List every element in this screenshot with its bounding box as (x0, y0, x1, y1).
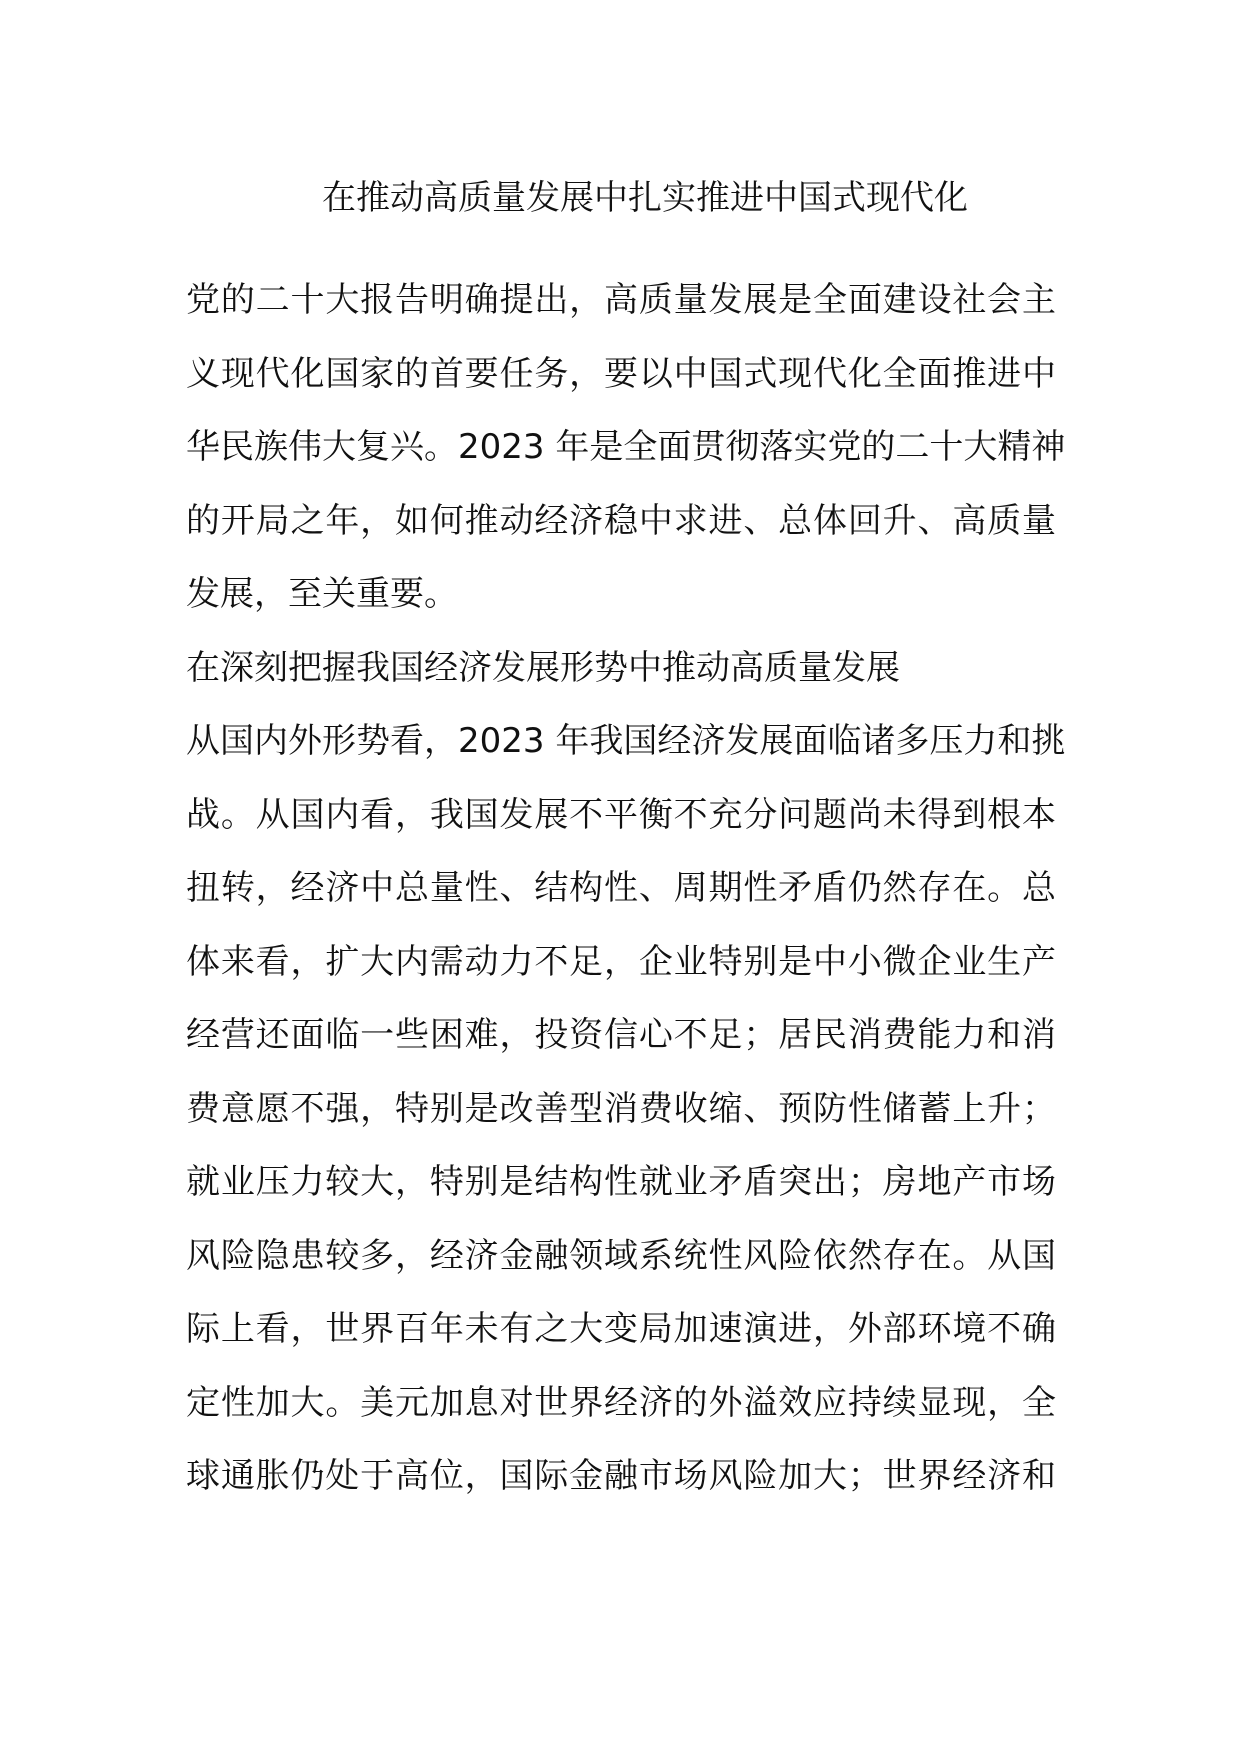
text-line: 在深刻把握我国经济发展形势中推动高质量发展 (186, 647, 900, 688)
text-line: 义现代化国家的首要任务，要以中国式现代化全面推进中 (186, 353, 1056, 394)
text-line: 华民族伟大复兴。2023 年是全面贯彻落实党的二十大精神 (186, 427, 1066, 467)
text-line: 就业压力较大，特别是结构性就业矛盾突出；房地产市场 (186, 1162, 1056, 1202)
text-line: 体来看，扩大内需动力不足，企业特别是中小微企业生产 (186, 941, 1056, 982)
text-line: 发展，至关重要。 (186, 574, 458, 614)
text-line: 党的二十大报告明确提出，高质量发展是全面建设社会主 (186, 280, 1056, 320)
document-title: 在推动高质量发展中扎实推进中国式现代化 (322, 178, 968, 218)
text-line: 球通胀仍处于高位，国际金融市场风险加大；世界经济和 (186, 1456, 1056, 1496)
text-line: 战。从国内看，我国发展不平衡不充分问题尚未得到根本 (186, 794, 1056, 835)
text-line: 的开局之年，如何推动经济稳中求进、总体回升、高质量 (186, 500, 1056, 541)
text-line: 从国内外形势看，2023 年我国经济发展面临诸多压力和挑 (186, 721, 1066, 761)
text-line: 际上看，世界百年未有之大变局加速演进，外部环境不确 (186, 1309, 1056, 1349)
text-line: 经营还面临一些困难，投资信心不足；居民消费能力和消 (186, 1015, 1056, 1055)
text-line: 扭转，经济中总量性、结构性、周期性矛盾仍然存在。总 (186, 868, 1056, 908)
document-body (186, 264, 1066, 1514)
text-line: 费意愿不强，特别是改善型消费收缩、预防性储蓄上升； (186, 1088, 1056, 1129)
text-line: 风险隐患较多，经济金融领域系统性风险依然存在。从国 (186, 1235, 1056, 1276)
text-line: 定性加大。美元加息对世界经济的外溢效应持续显现，全 (186, 1382, 1056, 1423)
